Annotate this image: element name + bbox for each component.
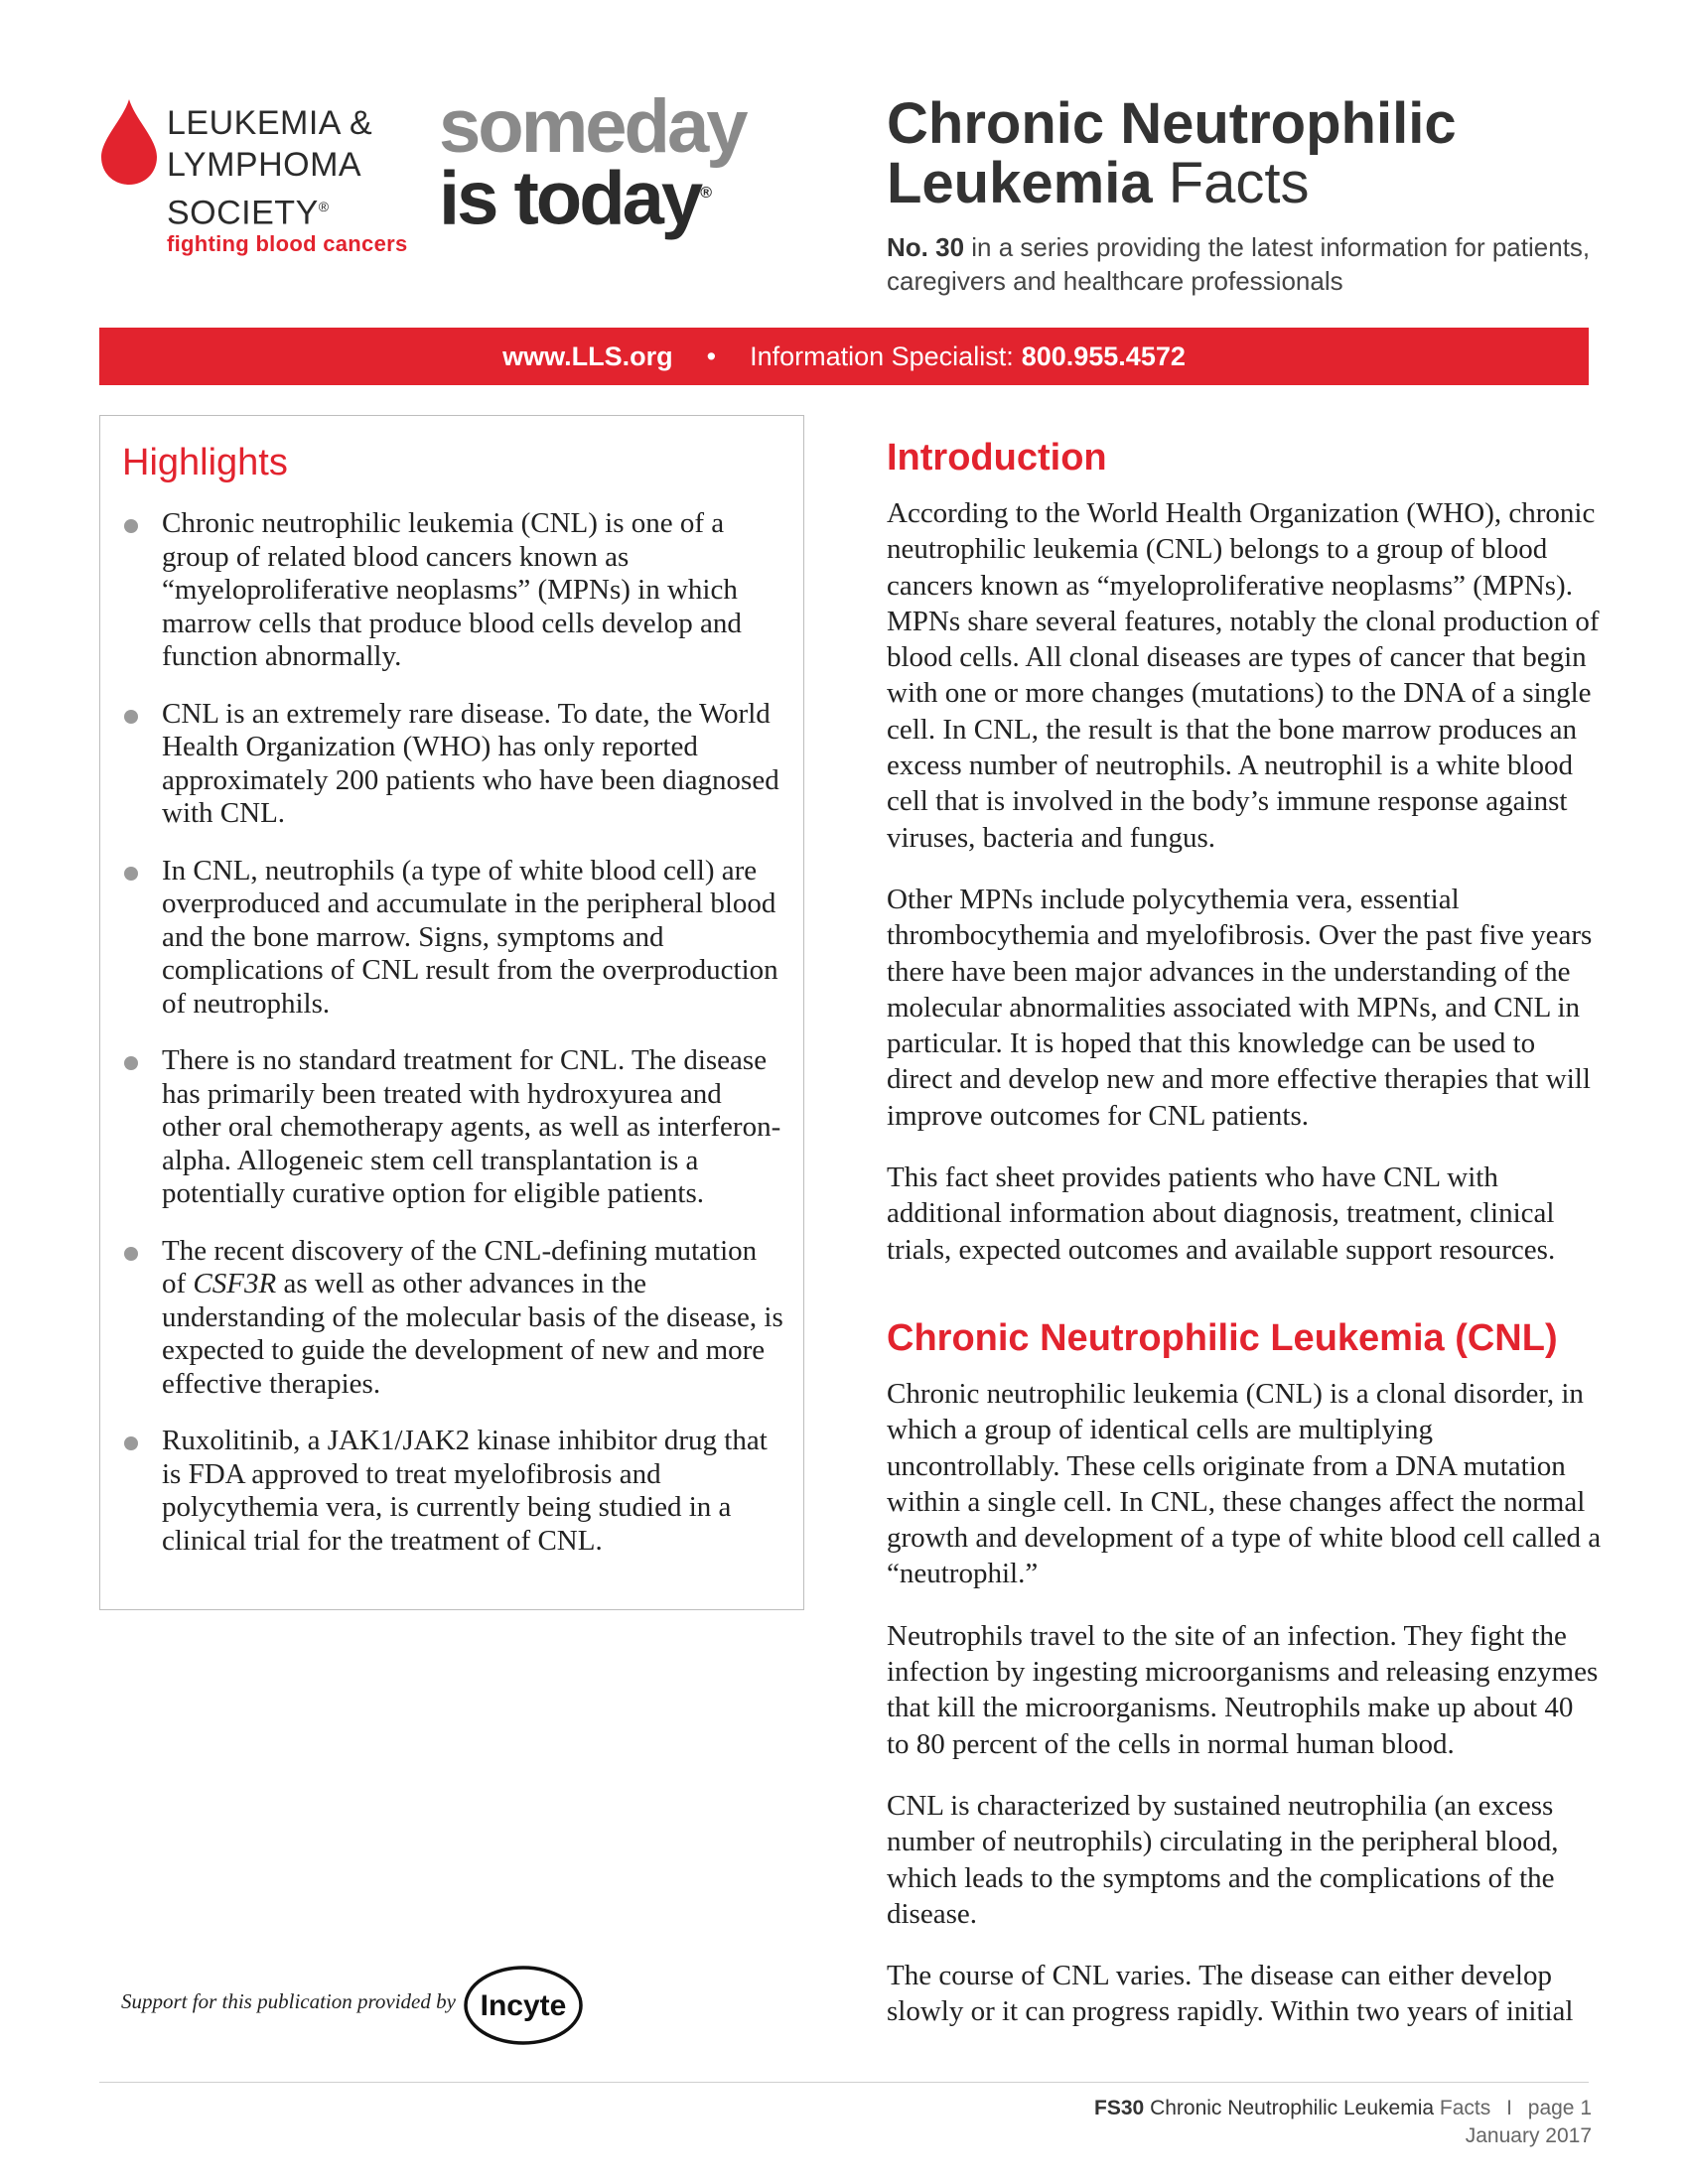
registered-mark: ®	[318, 199, 330, 214]
org-tagline: fighting blood cancers	[167, 231, 408, 256]
footer-divider	[99, 2082, 1589, 2083]
highlight-item: In CNL, neutrophils (a type of white blood cell) are overproduced and accumulate in the peripheral blood and the bone marrow. Signs, symptoms and complications of CNL result from the overproduction of neutrophils.	[122, 855, 787, 1022]
highlight-item: Ruxolitinib, a JAK1/JAK2 kinase inhibitor drug that is FDA approved to treat myelofibrosis and polycythemia vera, is currently being studied in a clinical trial for the treatment of CNL.	[122, 1425, 787, 1558]
main-content	[887, 437, 1602, 2030]
org-name	[167, 102, 372, 233]
highlight-item: There is no standard treatment for CNL. The disease has primarily been treated with hydroxyurea and other oral chemotherapy agents, as well as interferon-alpha. Allogeneic stem cell transplantation is a potentially curative option for eligible patients.	[122, 1044, 787, 1211]
support-statement: Support for this publication provided by	[121, 1989, 456, 2013]
footer-title-bold: Chronic Neutrophilic Leukemia	[1150, 2097, 1435, 2119]
cnl-paragraph-1: Chronic neutrophilic leukemia (CNL) is a clonal disorder, in which a group of identical cells are multiplying uncontrollably. These cells originate from a DNA mutation within a single cell. In CNL, these changes affect the normal growth and development of a type of white blood cell called a “neutrophil.”	[887, 1377, 1602, 1590]
org-name-line3: SOCIETY®	[167, 194, 330, 232]
highlights-box	[99, 415, 804, 1610]
banner-separator: •	[706, 341, 717, 371]
gene-name: CSF3R	[193, 1268, 277, 1299]
title-line2-light: Facts	[1152, 151, 1310, 215]
org-name-line1: LEUKEMIA &	[167, 104, 373, 142]
cnl-paragraph-3: CNL is characterized by sustained neutrophilia (an excess number of neutrophils) circulating in the peripheral blood, which leads to the symptoms and the complications of the disease.	[887, 1789, 1559, 1930]
highlights-title: Highlights	[122, 442, 288, 483]
series-text: in a series providing the latest information for patients, caregivers and healthcare professionals	[887, 232, 1591, 296]
footer-title-light: Facts	[1439, 2097, 1491, 2119]
highlights-list	[122, 507, 787, 1581]
footer-date: January 2017	[1465, 2124, 1592, 2147]
intro-paragraph-1: According to the World Health Organization (WHO), chronic neutrophilic leukemia (CNL) belongs to a group of blood cancers known as “myeloproliferative neoplasms” (MPNs). MPNs share several features, notably the clonal production of blood cells. All clonal diseases are types of cancer that begin with one or more changes (mutations) to the DNA of a single cell. In CNL, the result is that the bone marrow produces an excess number of neutrophils. A neutrophil is a white blood cell that is involved in the body’s immune response against viruses, bacteria and fungus.	[887, 497, 1600, 854]
lls-logo	[99, 84, 784, 263]
slogan-line2: is today®	[439, 156, 709, 241]
page-number: page 1	[1527, 2097, 1592, 2119]
slogan-line1: someday	[439, 84, 746, 169]
incyte-logo	[462, 1964, 585, 2047]
highlight-item: CNL is an extremely rare disease. To date, the World Health Organization (WHO) has only reported approximately 200 patients who have been diagnosed with CNL.	[122, 698, 787, 831]
highlight-item: Chronic neutrophilic leukemia (CNL) is one of a group of related blood cancers known as “myeloproliferative neoplasms” (MPNs) in which marrow cells that produce blood cells develop and function abnormally.	[122, 507, 787, 674]
blood-drop-icon	[99, 97, 159, 187]
title-line2-bold: Leukemia	[887, 151, 1153, 215]
footer-code: FS30	[1094, 2097, 1145, 2119]
cnl-paragraph-4: The course of CNL varies. The disease can either develop slowly or it can progress rapidly. Within two years of initial	[887, 1960, 1574, 2028]
series-description	[887, 230, 1602, 298]
org-name-line2: LYMPHOMA	[167, 146, 362, 184]
specialist-phone[interactable]: 800.955.4572	[1021, 341, 1186, 371]
highlight-item: The recent discovery of the CNL-defining mutation of CSF3R as well as other advances in the understanding of the molecular basis of the disease, is expected to guide the development of new and more effective therapies.	[122, 1235, 787, 1402]
footer-title	[1094, 2097, 1592, 2120]
introduction-heading: Introduction	[887, 437, 1107, 478]
contact-banner	[99, 328, 1589, 385]
incyte-logo-text: Incyte	[480, 1989, 567, 2022]
slogan-registered-mark: ®	[700, 185, 709, 202]
page-title	[887, 91, 1457, 215]
cnl-heading: Chronic Neutrophilic Leukemia (CNL)	[887, 1316, 1558, 1359]
specialist-label: Information Specialist:	[750, 341, 1014, 371]
footer-divider-glyph: I	[1506, 2097, 1512, 2119]
cnl-paragraph-2: Neutrophils travel to the site of an infection. They fight the infection by ingesting microorganisms and releasing enzymes that kill the microorganisms. Neutrophils make up about 40 to 80 percent of the cells in normal human blood.	[887, 1619, 1599, 1760]
series-number: No. 30	[887, 232, 965, 262]
title-line1: Chronic Neutrophilic	[887, 91, 1457, 156]
website-link[interactable]: www.LLS.org	[502, 341, 673, 371]
intro-paragraph-2: Other MPNs include polycythemia vera, essential thrombocythemia and myelofibrosis. Over the past five years there have been major advances in the understanding of the molecular abnormalities associated with MPNs, and CNL in particular. It is hoped that this knowledge can be used to direct and develop new and more effective therapies that will improve outcomes for CNL patients.	[887, 883, 1593, 1132]
intro-paragraph-3: This fact sheet provides patients who have CNL with additional information about diagnosis, treatment, clinical trials, expected outcomes and available support resources.	[887, 1161, 1556, 1266]
